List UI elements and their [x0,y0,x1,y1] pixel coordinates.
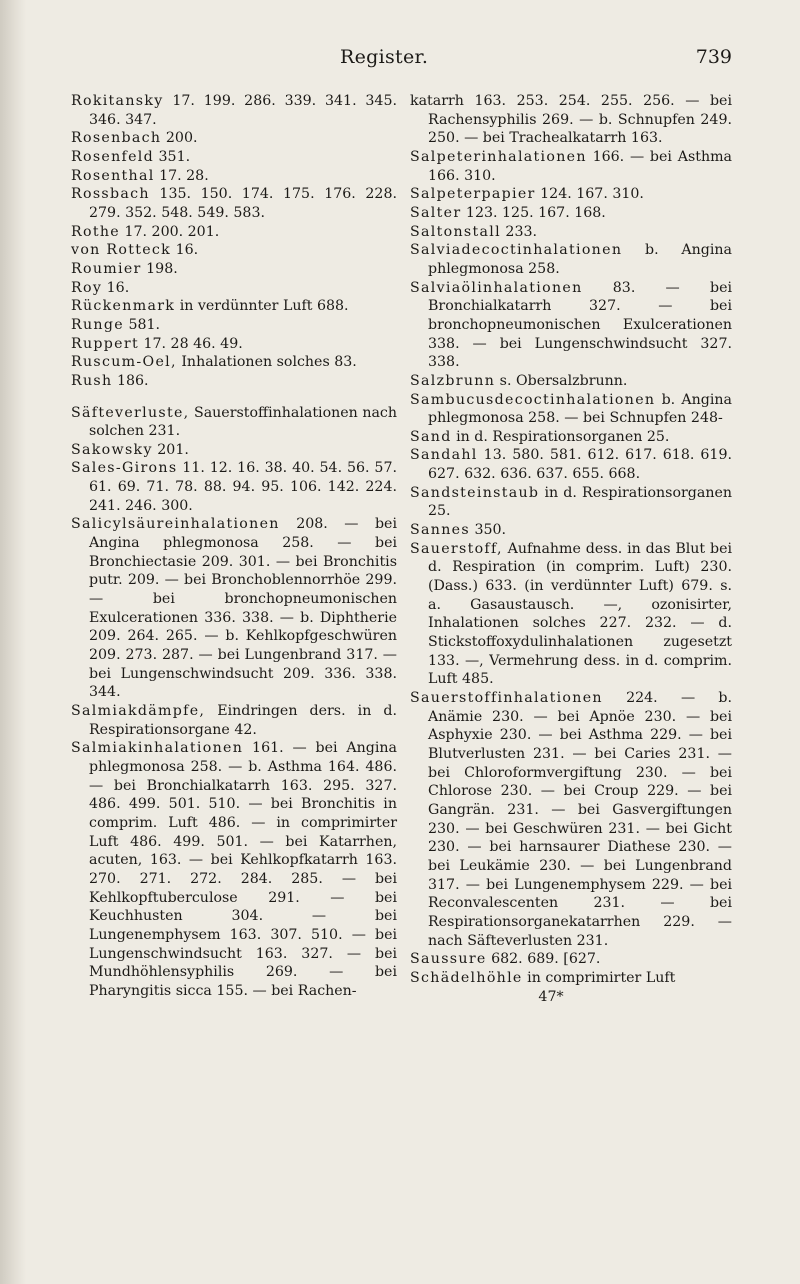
index-entry [71,223,397,242]
index-references: 16. [171,242,199,259]
index-headword: Salpeterpapier [410,186,536,203]
index-headword: Sannes [410,522,470,539]
index-entry [71,739,397,1000]
index-headword: Rokitansky [71,93,164,109]
index-references: 198. [141,260,178,277]
index-references: 581. [123,316,161,333]
index-references: Sauerstoffinhalationen nach solchen 231. [89,404,397,440]
index-entry [71,459,397,515]
index-headword: Rosenfeld [71,148,155,165]
index-column-left [71,92,397,1001]
index-entry [410,521,732,540]
index-references: 135. 150. 174. 175. 176. 228. 279. 352. 548. 549. 583. [89,186,397,221]
index-references: 124. 167. 310. [535,186,644,203]
index-entry [71,335,397,354]
index-entry [410,446,732,483]
index-headword: Sandahl [410,447,478,464]
index-headword: Rothe [71,223,120,240]
index-headword: von Rotteck [71,242,172,259]
index-headword: Sandsteinstaub [410,484,540,501]
index-headword: Säfteverluste, [71,404,190,421]
index-references: 17. 199. 286. 339. 341. 345. 346. 347. [89,93,397,128]
index-references: in d. Respirationsorganen 25. [451,428,670,445]
index-entry [71,129,397,148]
index-entry [71,353,397,372]
index-references: in comprimirter Luft [522,969,676,986]
index-headword: Ruscum-Oel, [71,354,177,371]
index-entry [410,279,732,372]
index-entry [410,391,732,428]
index-headword: Salmiakinhalationen [71,740,244,757]
index-entry [71,404,397,441]
index-headword: Roumier [71,260,142,277]
gutter-shadow [0,0,26,1284]
index-headword: Saussure [410,951,487,968]
index-entry [410,241,732,278]
index-headword: Salviaölinhalationen [410,279,583,296]
index-headword: Sauerstoff, [410,540,503,557]
index-headword: Rosenbach [71,130,162,147]
index-references: 166. — bei Asthma 166. 310. [428,148,732,184]
index-entry [71,92,397,129]
index-entry [71,279,397,298]
running-head [0,46,800,76]
signature-mark: 47* [538,988,564,1005]
index-references: 17. 28 46. 49. [138,335,243,352]
index-headword: Salviadecoctinhalationen [410,242,623,259]
index-references: b. Angina phlegmonosa 258. [428,242,732,277]
index-entry [71,441,397,460]
index-references: 13. 580. 581. 612. 617. 618. 619. 627. 632. 636. 637. 655. 668. [428,447,732,483]
index-references: Inhalationen solches 83. [176,354,357,371]
index-references: 17. 28. [154,167,209,184]
index-references: 682. 689. [627. [486,951,601,968]
index-headword: Sand [410,428,452,445]
index-references: b. Angina phlegmonosa 258. — bei Schnupfen 248- [428,391,732,427]
index-references: 201. [152,441,189,458]
index-references: 233. [500,223,538,240]
index-references: 186. [112,372,149,389]
index-entry [71,297,397,316]
index-headword: Salicylsäureinhalationen [71,516,280,533]
index-headword: Salmiakdämpfe, [71,703,206,719]
page-title: Register. [340,46,429,68]
index-references: 123. 125. 167. 168. [461,204,606,221]
index-column-right [410,92,732,1006]
index-entry [410,148,732,185]
index-entry [410,92,732,148]
index-references: 83. — bei Bronchialkatarrh 327. — bei bronchopneumonischen Exulcerationen 338. — bei Lungenschwindsucht 327. 338. [428,279,732,371]
index-entry [410,969,732,988]
index-headword: Runge [71,316,124,333]
index-entry [71,316,397,335]
index-references: 16. [102,279,130,296]
index-headword: Rosenthal [71,167,155,184]
index-entry [71,372,397,391]
index-entry [410,484,732,521]
index-entry [71,185,397,222]
index-entry [410,540,732,689]
index-references: 200. [161,130,198,147]
index-entry [410,204,732,223]
index-entry [71,260,397,279]
index-references: 351. [154,148,191,165]
index-headword: Sales-Girons [71,460,178,477]
index-entry [410,428,732,447]
index-headword: Rückenmark [71,298,176,315]
index-headword: Rossbach [71,186,150,203]
index-references: in d. Respirationsorganen 25. [428,484,732,520]
index-headword: Ruppert [71,335,139,352]
index-entry [71,167,397,186]
index-headword: Sambucusdecoctinhalationen [410,391,656,408]
index-headword: Sakowsky [71,441,153,458]
index-headword: Salpeterinhalationen [410,148,587,165]
index-headword: Roy [71,279,103,296]
index-headword: Salzbrunn [410,372,496,389]
index-entry [410,185,732,204]
index-entry [410,950,732,969]
index-references: 11. 12. 16. 38. 40. 54. 56. 57. 61. 69. 71. 78. 88. 94. 95. 106. 142. 224. 241. 246. 300. [89,460,397,514]
index-references: 350. [469,522,507,539]
page-number: 739 [695,46,732,68]
index-references: 208. — bei Angina phlegmonosa 258. — bei Bronchiectasie 209. 301. — bei Bronchitis putr. 209. — bei Bronchoblennorrhöe 299. — bei bronchopneumonischen Exulcerationen 336. 338. — b. Diphtherie 209. 264. 265. — b. Kehlkopfgeschwüren 209. 273. 287. — bei Lungenbrand 317. — bei Lungenschwindsucht 209. 336. 338. 344. [89,516,397,701]
index-headword: Schädelhöhle [410,969,523,986]
index-references: s. Obersalzbrunn. [495,372,628,389]
index-entry [410,689,732,950]
index-entry [410,372,732,391]
index-references: Aufnahme dess. in das Blut bei d. Respiration (in comprim. Luft) 230. (Dass.) 633. (in verdünnter Luft) 679. s. a. Gasaustausch. —, ozonisirter, Inhalationen solches 227. 232. — d. Stickstoffoxydulinhalationen zugesetzt 133. —, Vermehrung dess. in d. comprim. Luft 485. [428,540,732,688]
index-headword: Salter [410,204,462,221]
index-entry [71,702,397,739]
index-headword: Saltonstall [410,223,501,240]
index-entry [71,148,397,167]
index-references: 224. — b. Anämie 230. — bei Apnöe 230. — bei Asphyxie 230. — bei Asthma 229. — bei Blutverlusten 231. — bei Caries 231. — bei Chloroformvergiftung 230. — bei Chlorose 230. — bei Croup 229. — bei Gangrän. 231. — bei Gasvergiftungen 230. — bei Geschwüren 231. — bei Gicht 230. — bei harnsaurer Diathese 230. — bei Leukämie 230. — bei Lungenbrand 317. — bei Lungenemphysem 229. — bei Reconvalescenten 231. — bei Respirationsorganekatarrhen 229. — nach Säfteverlusten 231. [428,690,732,949]
index-entry [71,241,397,260]
index-references: 161. — bei Angina phlegmonosa 258. — b. Asthma 164. 486. — bei Bronchialkatarrh 163. 295. 327. 486. 499. 501. 510. — bei Bronchitis in comprim. Luft 486. — in comprimirter Luft 486. 499. 501. — bei Katarrhen, acuten, 163. — bei Kehlkopfkatarrh 163. 270. 271. 272. 284. 285. — bei Kehlkopftuberculose 291. — bei Keuchhusten 304. — bei Lungenemphysem 163. 307. 510. — bei Lungenschwindsucht 163. 327. — bei Mundhöhlensyphilis 269. — bei Pharyngitis sicca 155. — bei Rachen- [89,740,397,999]
index-references: Eindringen ders. in d. Respirationsorgane 42. [89,703,397,738]
index-entry [410,223,732,242]
index-entry [71,515,397,702]
index-headword: Sauerstoffinhalationen [410,690,603,706]
index-references: 17. 200. 201. [119,223,220,240]
index-headword: Rush [71,372,113,389]
index-references: in verdünnter Luft 688. [175,298,349,315]
index-references: katarrh 163. 253. 254. 255. 256. — bei Rachensyphilis 269. — b. Schnupfen 249. 250. — bei Trachealkatarrh 163. [410,93,732,147]
